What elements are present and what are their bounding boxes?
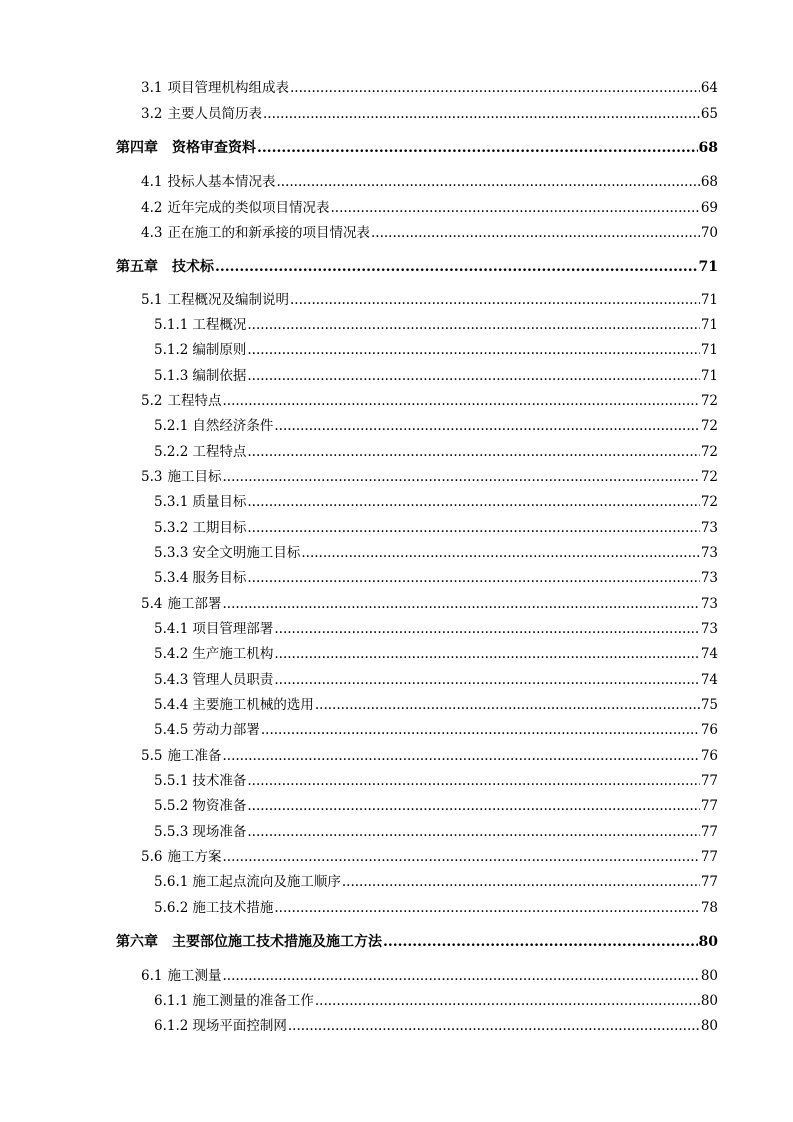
toc-entry-page: 73 [700, 545, 718, 561]
toc-entry-page: 77 [700, 849, 718, 865]
toc-entry[interactable] [154, 992, 718, 1010]
toc-entry-title: 资格审查资料 [172, 140, 256, 156]
toc-dot-leader [301, 544, 699, 562]
toc-entry-number: 4.1 [141, 174, 163, 190]
toc-entry-title: 质量目标 [192, 494, 247, 510]
toc-entry-page: 72 [700, 469, 718, 485]
toc-dot-leader [276, 173, 699, 191]
toc-dot-leader [215, 258, 698, 276]
toc-dot-leader [222, 848, 699, 866]
toc-dot-leader [247, 443, 699, 461]
toc-entry[interactable] [141, 848, 718, 866]
toc-entry-page: 77 [700, 874, 718, 890]
toc-entry-number: 3.2 [141, 106, 163, 122]
toc-entry-title: 施工技术措施 [192, 900, 274, 916]
toc-entry-page: 68 [700, 174, 718, 190]
toc-entry-page: 73 [700, 621, 718, 637]
toc-entry-page: 77 [700, 824, 718, 840]
toc-dot-leader [290, 291, 700, 309]
toc-dot-leader [288, 1017, 700, 1035]
toc-entry-page: 76 [700, 722, 718, 738]
toc-entry-number: 第五章 [116, 259, 158, 275]
toc-entry-number: 5.2.2 [154, 444, 189, 460]
toc-entry[interactable] [141, 595, 718, 613]
toc-entry-number: 5.1.3 [154, 368, 189, 384]
toc-entry[interactable] [154, 797, 718, 815]
toc-dot-leader [247, 519, 699, 537]
toc-entry-title: 劳动力部署 [192, 722, 260, 738]
toc-entry-page: 75 [700, 697, 718, 713]
toc-entry-title: 管理人员职责 [192, 672, 274, 688]
toc-entry-title: 项目管理机构组成表 [167, 80, 289, 96]
toc-entry-title: 现场准备 [192, 824, 247, 840]
toc-dot-leader [247, 316, 699, 334]
toc-entry[interactable] [154, 899, 718, 917]
toc-entry-title: 投标人基本情况表 [167, 174, 276, 190]
toc-entry-number: 5.1.1 [154, 317, 189, 333]
toc-entry[interactable] [141, 747, 718, 765]
toc-entry-page: 77 [700, 798, 718, 814]
toc-entry-title: 编制原则 [192, 342, 247, 358]
toc-entry-title: 自然经济条件 [192, 418, 274, 434]
toc-entry[interactable] [141, 173, 718, 191]
toc-dot-leader [371, 224, 700, 242]
toc-entry-page: 77 [700, 773, 718, 789]
toc-dot-leader [247, 823, 699, 841]
toc-entry-page: 73 [700, 596, 718, 612]
toc-entry-title: 编制依据 [192, 368, 247, 384]
toc-entry-page: 73 [700, 520, 718, 536]
toc-entry-title: 主要施工机械的选用 [192, 697, 314, 713]
toc-entry-title: 物资准备 [192, 798, 247, 814]
toc-entry-page: 80 [700, 968, 718, 984]
toc-entry-title: 主要人员简历表 [167, 106, 262, 122]
toc-entry[interactable] [141, 199, 718, 217]
toc-entry-number: 6.1 [141, 968, 163, 984]
toc-dot-leader [222, 468, 699, 486]
toc-chapter-entry[interactable] [116, 933, 718, 951]
toc-entry[interactable] [154, 873, 718, 891]
toc-dot-leader [222, 747, 699, 765]
toc-entry-page: 72 [700, 418, 718, 434]
toc-entry[interactable] [141, 105, 718, 123]
toc-entry[interactable] [141, 392, 718, 410]
toc-entry-number: 3.1 [141, 80, 163, 96]
toc-entry[interactable] [154, 569, 718, 587]
toc-entry-page: 74 [700, 646, 718, 662]
toc-entry-number: 5.3.4 [154, 570, 189, 586]
toc-entry-title: 施工准备 [167, 748, 222, 764]
toc-entry-title: 工程概况 [192, 317, 247, 333]
toc-entry-number: 5.2.1 [154, 418, 189, 434]
toc-entry-title: 项目管理部署 [192, 621, 274, 637]
toc-entry-page: 74 [700, 672, 718, 688]
toc-entry[interactable] [154, 1017, 718, 1035]
toc-entry-number: 5.1 [141, 292, 163, 308]
toc-entry-page: 80 [700, 1018, 718, 1034]
toc-entry-number: 第四章 [116, 140, 158, 156]
toc-entry-number: 5.4 [141, 596, 163, 612]
toc-entry-page: 80 [700, 993, 718, 1009]
toc-entry-title: 技术准备 [192, 773, 247, 789]
toc-entry-number: 5.1.2 [154, 342, 189, 358]
toc-dot-leader [342, 873, 700, 891]
toc-entry-number: 5.3 [141, 469, 163, 485]
toc-entry-title: 工程概况及编制说明 [167, 292, 289, 308]
toc-entry[interactable] [154, 519, 718, 537]
toc-entry[interactable] [141, 468, 718, 486]
toc-entry-number: 5.3.3 [154, 545, 189, 561]
toc-entry-title: 施工方案 [167, 849, 222, 865]
toc-chapter-entry[interactable] [116, 258, 718, 276]
toc-entry-number: 5.6.2 [154, 900, 189, 916]
toc-dot-leader [261, 721, 700, 739]
toc-entry-page: 72 [700, 494, 718, 510]
toc-entry-number: 5.3.1 [154, 494, 189, 510]
toc-entry-page: 78 [700, 900, 718, 916]
toc-entry-number: 6.1.2 [154, 1018, 189, 1034]
toc-entry-page: 71 [700, 342, 718, 358]
toc-dot-leader [257, 139, 698, 157]
toc-entry[interactable] [154, 417, 718, 435]
toc-entry-page: 71 [700, 317, 718, 333]
toc-dot-leader [290, 79, 700, 97]
toc-dot-leader [222, 595, 699, 613]
toc-entry[interactable] [141, 967, 718, 985]
toc-dot-leader [247, 797, 699, 815]
toc-entry[interactable] [154, 721, 718, 739]
toc-entry-title: 安全文明施工目标 [192, 545, 301, 561]
toc-entry-number: 5.5.1 [154, 773, 189, 789]
toc-entry-title: 工期目标 [192, 520, 247, 536]
toc-entry-title: 主要部位施工技术措施及施工方法 [172, 934, 382, 950]
toc-dot-leader [247, 772, 699, 790]
toc-entry-number: 5.4.4 [154, 697, 189, 713]
toc-entry-page: 70 [700, 225, 718, 241]
toc-entry-title: 服务目标 [192, 570, 247, 586]
toc-dot-leader [274, 620, 699, 638]
toc-dot-leader [247, 341, 699, 359]
toc-dot-leader [263, 105, 700, 123]
toc-entry[interactable] [141, 224, 718, 242]
toc-entry-page: 71 [700, 292, 718, 308]
toc-entry[interactable] [154, 645, 718, 663]
toc-dot-leader [274, 899, 699, 917]
toc-entry-title: 施工测量的准备工作 [192, 993, 314, 1009]
toc-entry[interactable] [154, 367, 718, 385]
toc-entry-number: 5.3.2 [154, 520, 189, 536]
toc-entry[interactable] [154, 620, 718, 638]
toc-entry-page: 71 [700, 368, 718, 384]
toc-entry[interactable] [154, 772, 718, 790]
toc-entry-title: 生产施工机构 [192, 646, 274, 662]
toc-entry-page: 71 [698, 259, 718, 275]
toc-entry-number: 5.4.3 [154, 672, 189, 688]
toc-entry-title: 工程特点 [167, 393, 222, 409]
toc-entry-number: 5.4.1 [154, 621, 189, 637]
toc-entry[interactable] [154, 443, 718, 461]
toc-entry-page: 73 [700, 570, 718, 586]
toc-entry-number: 6.1.1 [154, 993, 189, 1009]
toc-entry-page: 72 [700, 444, 718, 460]
toc-entry-number: 5.2 [141, 393, 163, 409]
toc-entry[interactable] [154, 823, 718, 841]
toc-entry-number: 5.6.1 [154, 874, 189, 890]
toc-entry-number: 5.4.2 [154, 646, 189, 662]
toc-entry[interactable] [154, 341, 718, 359]
toc-entry-page: 76 [700, 748, 718, 764]
toc-entry-title: 工程特点 [192, 444, 247, 460]
toc-dot-leader [247, 493, 699, 511]
toc-entry-title: 施工起点流向及施工顺序 [192, 874, 341, 890]
toc-entry[interactable] [141, 291, 718, 309]
toc-dot-leader [274, 417, 699, 435]
toc-entry-number: 5.5 [141, 748, 163, 764]
toc-entry-title: 施工目标 [167, 469, 222, 485]
toc-dot-leader [222, 392, 699, 410]
toc-dot-leader [315, 992, 700, 1010]
toc-entry-number: 5.6 [141, 849, 163, 865]
toc-entry-number: 第六章 [116, 934, 158, 950]
toc-entry-title: 技术标 [172, 259, 214, 275]
toc-dot-leader [247, 569, 699, 587]
toc-chapter-entry[interactable] [116, 139, 718, 157]
toc-entry[interactable] [154, 493, 718, 511]
toc-entry-page: 80 [698, 934, 718, 950]
toc-entry[interactable] [141, 79, 718, 97]
toc-entry-title: 施工部署 [167, 596, 222, 612]
toc-dot-leader [315, 696, 700, 714]
toc-entry[interactable] [154, 316, 718, 334]
toc-dot-leader [222, 967, 699, 985]
toc-entry-page: 68 [698, 140, 718, 156]
toc-dot-leader [274, 645, 699, 663]
toc-entry-page: 65 [700, 106, 718, 122]
toc-entry-number: 5.4.5 [154, 722, 189, 738]
toc-entry[interactable] [154, 696, 718, 714]
toc-entry-number: 5.5.2 [154, 798, 189, 814]
toc-entry-title: 近年完成的类似项目情况表 [167, 200, 330, 216]
toc-entry[interactable] [154, 544, 718, 562]
toc-entry-title: 施工测量 [167, 968, 222, 984]
toc-entry-number: 4.2 [141, 200, 163, 216]
toc-entry-title: 现场平面控制网 [192, 1018, 287, 1034]
toc-entry[interactable] [154, 671, 718, 689]
toc-dot-leader [383, 933, 698, 951]
toc-entry-page: 69 [700, 200, 718, 216]
toc-dot-leader [330, 199, 699, 217]
toc-entry-number: 4.3 [141, 225, 163, 241]
toc-entry-page: 72 [700, 393, 718, 409]
toc-entry-page: 64 [700, 80, 718, 96]
toc-dot-leader [247, 367, 699, 385]
toc-entry-title: 正在施工的和新承接的项目情况表 [167, 225, 370, 241]
toc-dot-leader [274, 671, 699, 689]
toc-entry-number: 5.5.3 [154, 824, 189, 840]
